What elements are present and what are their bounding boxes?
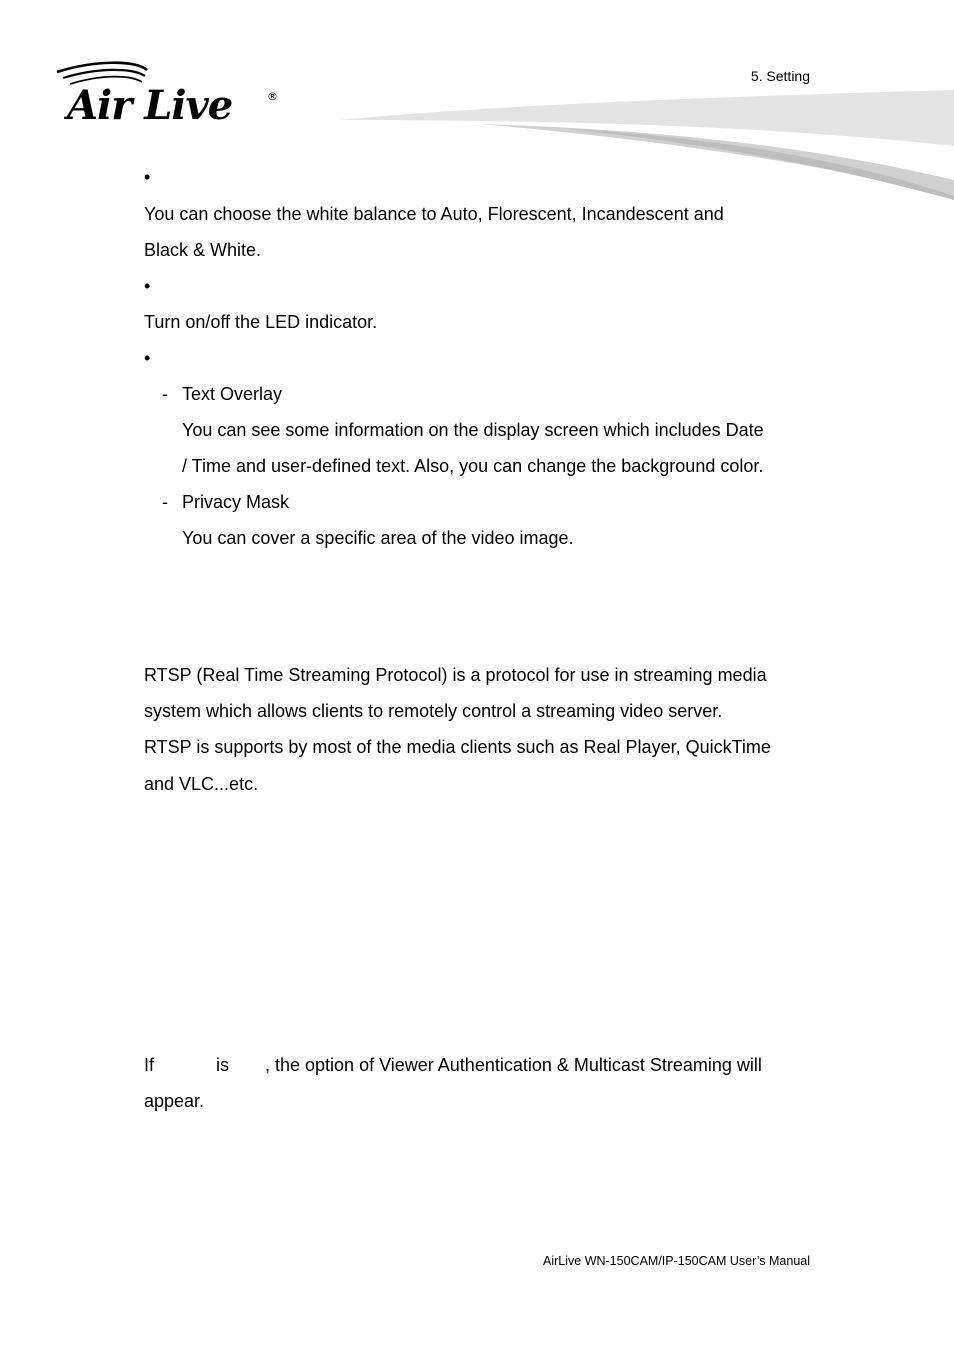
white-balance-text-line1: You can choose the white balance to Auto, Florescent, Incandescent and: [144, 204, 724, 224]
privacy-mask-desc: You can cover a specific area of the video image.: [182, 528, 574, 548]
privacy-mask-title: Privacy Mask: [182, 492, 290, 512]
svg-text:®: ®: [267, 90, 278, 103]
rtsp-text-line3: RTSP is supports by most of the media clients such as Real Player, QuickTime: [144, 737, 771, 757]
led-bullet: •: [144, 276, 151, 296]
is-word: is: [216, 1055, 229, 1075]
rtsp-text-line4: and VLC...etc.: [144, 774, 259, 794]
white-balance-text-line2: Black & White.: [144, 240, 262, 260]
multicast-option-text: , the option of Viewer Authentication & Multicast Streaming will: [265, 1055, 762, 1075]
section-label: 5. Setting: [750, 68, 810, 84]
text-overlay-desc-line1: You can see some information on the display screen which includes Date: [182, 420, 764, 440]
airlive-logo: [55, 60, 280, 126]
rtsp-text-line1: RTSP (Real Time Streaming Protocol) is a protocol for use in streaming media: [144, 665, 767, 685]
rtsp-text-line2: system which allows clients to remotely control a streaming video server.: [144, 701, 723, 721]
text-overlay-title: Text Overlay: [182, 384, 283, 404]
privacy-mask-dash: -: [162, 492, 168, 512]
svg-text:Air Live: Air Live: [67, 82, 233, 126]
text-overlay-desc-line2: / Time and user-defined text. Also, you can change the background color.: [182, 456, 764, 476]
text-overlay-dash: -: [162, 384, 168, 404]
led-text: Turn on/off the LED indicator.: [144, 312, 378, 332]
header-swoosh-graphic: [340, 84, 954, 200]
white-balance-bullet: •: [144, 167, 151, 187]
footer-manual-title: AirLive WN-150CAM/IP-150CAM User’s Manual: [543, 1254, 810, 1268]
appear-text: appear.: [144, 1091, 205, 1111]
if-word: If: [144, 1055, 155, 1075]
overlay-bullet: •: [144, 348, 151, 368]
